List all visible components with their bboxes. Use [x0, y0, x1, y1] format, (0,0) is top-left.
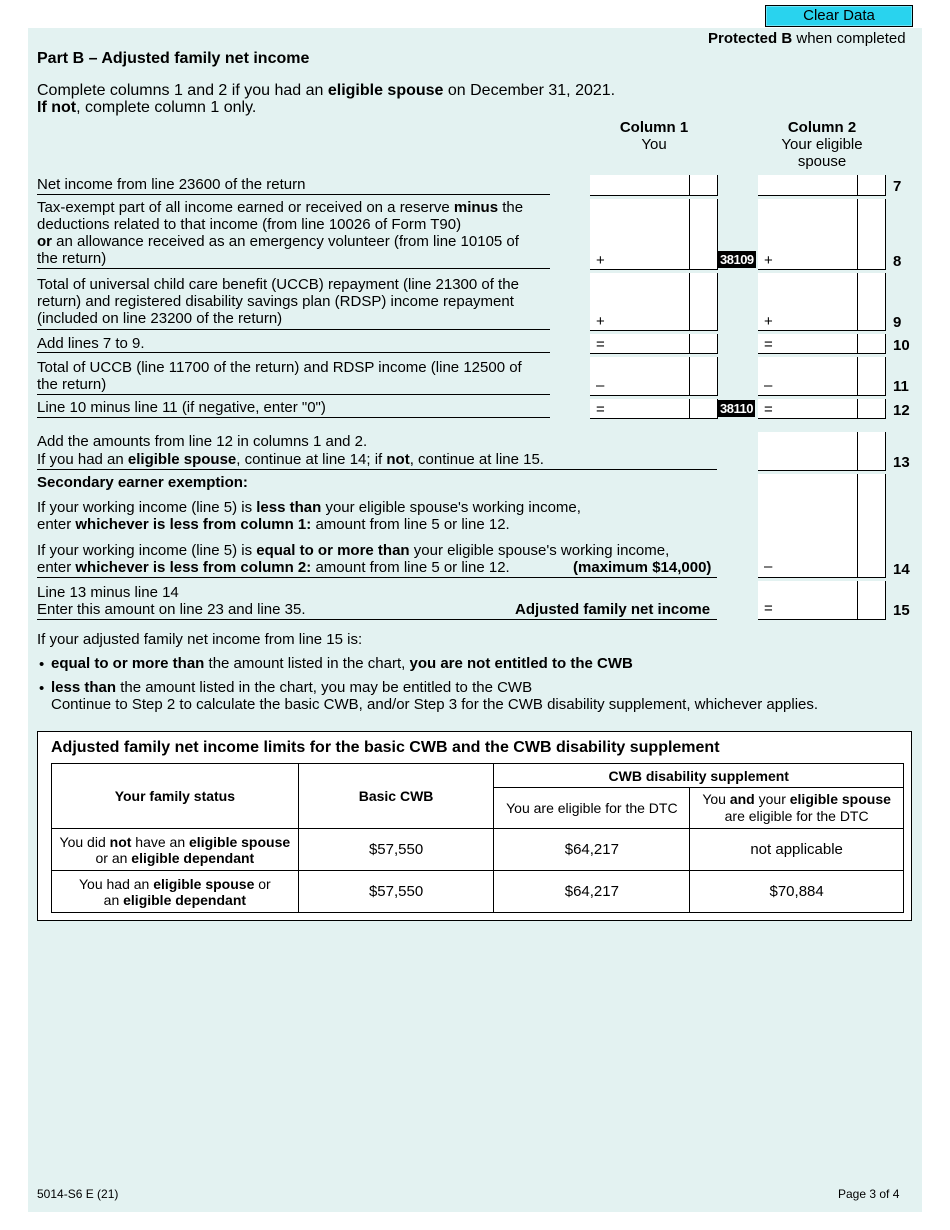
line-14-label-a: If your working income (line 5) is less than your eligible spouse's working income, — [37, 499, 581, 516]
plus-sign: + — [596, 252, 605, 269]
result-bullet-2: less than the amount listed in the chart, you may be entitled to the CWB — [51, 679, 533, 696]
line-11-col2-input[interactable] — [758, 357, 886, 396]
code-38110: 38110 — [720, 401, 753, 416]
row-2-basic: $57,550 — [298, 871, 494, 913]
row-1-dtc-you: $64,217 — [494, 829, 690, 871]
column-1-title: Column 1 — [619, 119, 689, 136]
line-11-label-a: Total of UCCB (line 11700 of the return) and RDSP income (line 12500 of — [37, 359, 522, 376]
line-8-label-b: deductions related to that income (from line 10026 of Form T90) — [37, 216, 462, 233]
intro-line-2: If not, complete column 1 only. — [37, 99, 257, 116]
line-15-label-b: Enter this amount on line 23 and line 35. — [37, 601, 306, 618]
equals-sign: = — [764, 401, 773, 418]
line-number-7: 7 — [893, 178, 902, 195]
line-15-label-a: Line 13 minus line 14 — [37, 584, 179, 601]
header-disability-supplement: CWB disability supplement — [494, 764, 904, 788]
line-9-col2-input[interactable] — [758, 273, 886, 331]
line-10-label: Add lines 7 to 9. — [37, 335, 145, 352]
header-dtc-both: You and your eligible spouse are eligible for the DTC — [690, 788, 904, 829]
maximum-amount: (maximum $14,000) — [573, 559, 712, 576]
line-14-label-d: enter whichever is less from column 2: amount from line 5 or line 12. — [37, 559, 510, 576]
minus-sign: – — [764, 558, 773, 575]
row-1-basic: $57,550 — [298, 829, 494, 871]
equals-sign: = — [596, 336, 605, 353]
line-12-col1-input[interactable] — [590, 399, 718, 419]
line-number-9: 9 — [893, 314, 902, 331]
protected-b-label: Protected B when completed — [708, 30, 906, 47]
line-10-col1-input[interactable] — [590, 334, 718, 354]
minus-sign: – — [764, 377, 773, 394]
intro-line-1: Complete columns 1 and 2 if you had an eligible spouse on December 31, 2021. — [37, 82, 616, 99]
line-14-label-b: enter whichever is less from column 1: amount from line 5 or line 12. — [37, 516, 510, 533]
header-basic-cwb: Basic CWB — [298, 764, 494, 829]
line-8-col2-input[interactable] — [758, 199, 886, 270]
line-14-label-c: If your working income (line 5) is equal to or more than your eligible spouse's working income, — [37, 542, 670, 559]
row-1-status: You did not have an eligible spouse or an eligible dependant — [52, 829, 299, 871]
code-38109: 38109 — [720, 252, 754, 267]
line-number-15: 15 — [893, 602, 910, 619]
part-b-title: Part B – Adjusted family net income — [37, 50, 310, 67]
form-code: 5014-S6 E (21) — [37, 1187, 119, 1201]
column-2-subtitle: Your eligible — [781, 136, 863, 153]
equals-sign: = — [764, 336, 773, 353]
line-number-13: 13 — [893, 454, 910, 471]
plus-sign: + — [764, 313, 773, 330]
plus-sign: + — [596, 313, 605, 330]
line-9-label-c: (included on line 23200 of the return) — [37, 310, 283, 327]
line-9-label-a: Total of universal child care benefit (UCCB) repayment (line 21300 of the — [37, 276, 519, 293]
row-2-status: You had an eligible spouse or an eligible dependant — [52, 871, 299, 913]
limits-table — [51, 763, 904, 913]
limits-title: Adjusted family net income limits for the basic CWB and the CWB disability supplement — [51, 739, 720, 756]
line-8-col1-input[interactable] — [590, 199, 718, 270]
line-number-12: 12 — [893, 402, 910, 419]
bullet-2: • — [39, 680, 45, 697]
line-12-col2-input[interactable] — [758, 399, 886, 419]
line-7-col1-input[interactable] — [590, 175, 718, 196]
line-number-8: 8 — [893, 253, 902, 270]
page-number: Page 3 of 4 — [838, 1187, 900, 1201]
line-14-input[interactable] — [758, 474, 886, 578]
column-2-title: Column 2 — [787, 119, 857, 136]
line-number-10: 10 — [893, 337, 910, 354]
header-family-status: Your family status — [52, 764, 299, 829]
header-dtc-you: You are eligible for the DTC — [494, 788, 690, 829]
row-2-dtc-you: $64,217 — [494, 871, 690, 913]
clear-data-button[interactable]: Clear Data — [765, 5, 913, 27]
line-13-label-b: If you had an eligible spouse, continue at line 14; if not, continue at line 15. — [37, 451, 544, 468]
line-11-col1-input[interactable] — [590, 357, 718, 396]
line-7-col2-input[interactable] — [758, 175, 886, 196]
line-15-input[interactable] — [758, 581, 886, 620]
line-8-label-d: the return) — [37, 250, 107, 267]
line-9-col1-input[interactable] — [590, 273, 718, 331]
line-13-label-a: Add the amounts from line 12 in columns 1 and 2. — [37, 433, 368, 450]
secondary-earner-title: Secondary earner exemption: — [37, 474, 248, 491]
line-12-label: Line 10 minus line 11 (if negative, enter "0") — [37, 399, 326, 416]
table-row — [52, 871, 904, 913]
column-1-subtitle: You — [641, 136, 667, 153]
table-row — [52, 829, 904, 871]
line-13-input[interactable] — [758, 432, 886, 471]
line-number-14: 14 — [893, 561, 910, 578]
equals-sign: = — [596, 401, 605, 418]
row-1-dtc-both: not applicable — [690, 829, 904, 871]
result-bullet-1: equal to or more than the amount listed in the chart, you are not entitled to the CWB — [51, 655, 633, 672]
equals-sign: = — [764, 600, 773, 617]
plus-sign: + — [764, 252, 773, 269]
result-intro: If your adjusted family net income from line 15 is: — [37, 631, 363, 648]
row-2-dtc-both: $70,884 — [690, 871, 904, 913]
line-9-label-b: return) and registered disability savings plan (RDSP) income repayment — [37, 293, 514, 310]
column-2-subtitle-2: spouse — [797, 153, 847, 170]
line-10-col2-input[interactable] — [758, 334, 886, 354]
line-7-label: Net income from line 23600 of the return — [37, 176, 306, 193]
line-number-11: 11 — [893, 378, 909, 395]
adjusted-family-net-income-label: Adjusted family net income — [515, 601, 711, 618]
bullet-1: • — [39, 656, 45, 673]
line-8-label-a: Tax-exempt part of all income earned or received on a reserve minus the — [37, 199, 524, 216]
line-11-label-b: the return) — [37, 376, 107, 393]
minus-sign: – — [596, 377, 605, 394]
line-8-label-c: or an allowance received as an emergency volunteer (from line 10105 of — [37, 233, 519, 250]
result-bullet-2-continue: Continue to Step 2 to calculate the basic CWB, and/or Step 3 for the CWB disability supplement, whichever applies. — [51, 696, 819, 713]
